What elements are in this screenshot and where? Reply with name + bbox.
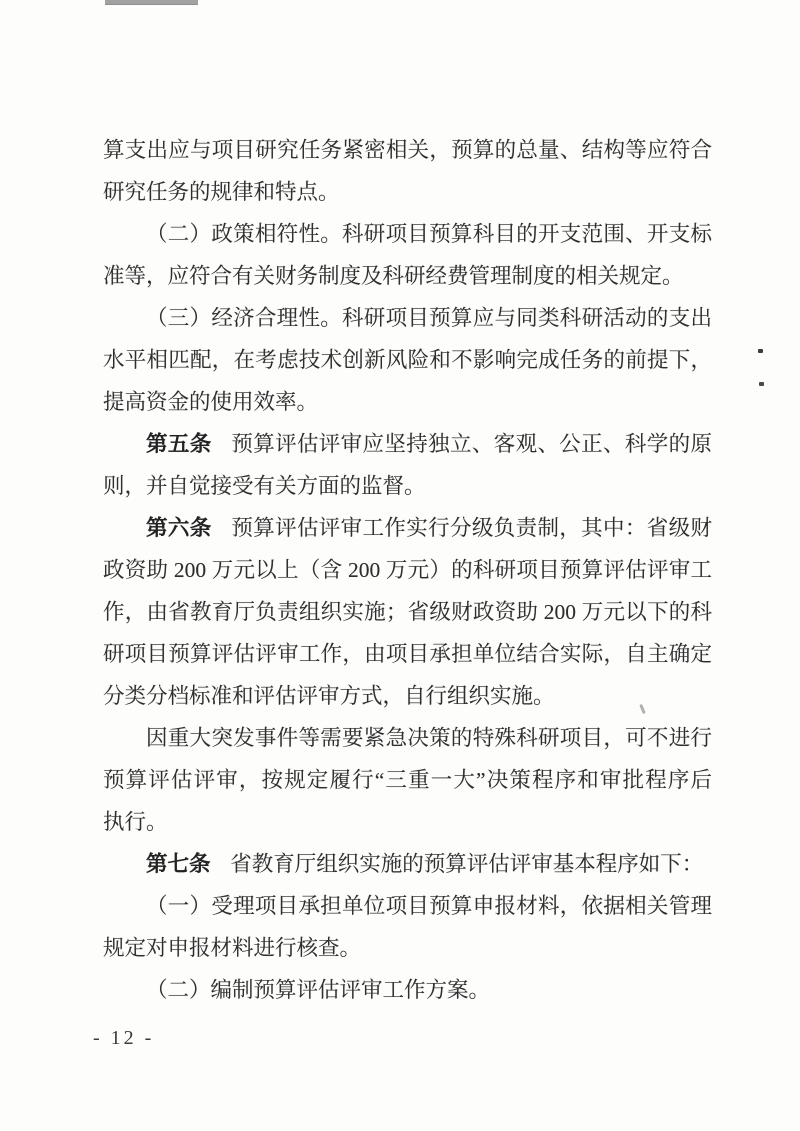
scan-speck-icon bbox=[759, 382, 764, 386]
text-line: 作，由省教育厅负责组织实施；省级财政资助 200 万元以下的科 bbox=[103, 600, 712, 624]
text-line: （一）受理项目承担单位项目预算申报材料，依据相关管理 bbox=[146, 894, 712, 918]
page-number: - 12 - bbox=[93, 1027, 155, 1049]
scan-speck-icon bbox=[758, 349, 763, 353]
text-line: 第六条 预算评估评审工作实行分级负责制，其中：省级财 bbox=[146, 516, 712, 540]
text-line: 第七条 省教育厅组织实施的预算评估评审基本程序如下： bbox=[146, 852, 704, 876]
text-line: 因重大突发事件等需要紧急决策的特殊科研项目，可不进行 bbox=[146, 726, 712, 750]
document-text-block bbox=[103, 129, 712, 1011]
text-line: 研项目预算评估评审工作，由项目承担单位结合实际，自主确定 bbox=[103, 642, 712, 666]
article-number: 第五条 bbox=[146, 432, 212, 456]
text-line: 规定对申报材料进行核查。 bbox=[103, 936, 362, 960]
text-line: 提高资金的使用效率。 bbox=[103, 390, 319, 414]
text-line: 水平相匹配，在考虑技术创新风险和不影响完成任务的前提下， bbox=[103, 348, 712, 372]
scan-edge-artifact bbox=[105, 0, 198, 5]
text-line: 则，并自觉接受有关方面的监督。 bbox=[103, 474, 426, 498]
text-line: 算支出应与项目研究任务紧密相关，预算的总量、结构等应符合 bbox=[103, 138, 712, 162]
text-line: 政资助 200 万元以上（含 200 万元）的科研项目预算评估评审工 bbox=[103, 558, 712, 582]
text-line: 分类分档标准和评估评审方式，自行组织实施。 bbox=[103, 684, 555, 708]
text-line: 执行。 bbox=[103, 810, 168, 834]
text-line: 第五条 预算评估评审应坚持独立、客观、公正、科学的原 bbox=[146, 432, 712, 456]
text-line: 预算评估评审，按规定履行“三重一大”决策程序和审批程序后 bbox=[103, 768, 712, 792]
text-line: （三）经济合理性。科研项目预算应与同类科研活动的支出 bbox=[146, 306, 712, 330]
article-number: 第七条 bbox=[146, 852, 211, 876]
text-line: 准等，应符合有关财务制度及科研经费管理制度的相关规定。 bbox=[103, 264, 684, 288]
text-line: （二）政策相符性。科研项目预算科目的开支范围、开支标 bbox=[146, 222, 712, 246]
article-number: 第六条 bbox=[146, 516, 212, 540]
text-line: 研究任务的规律和特点。 bbox=[103, 180, 340, 204]
text-line: （二）编制预算评估评审工作方案。 bbox=[146, 978, 491, 1002]
